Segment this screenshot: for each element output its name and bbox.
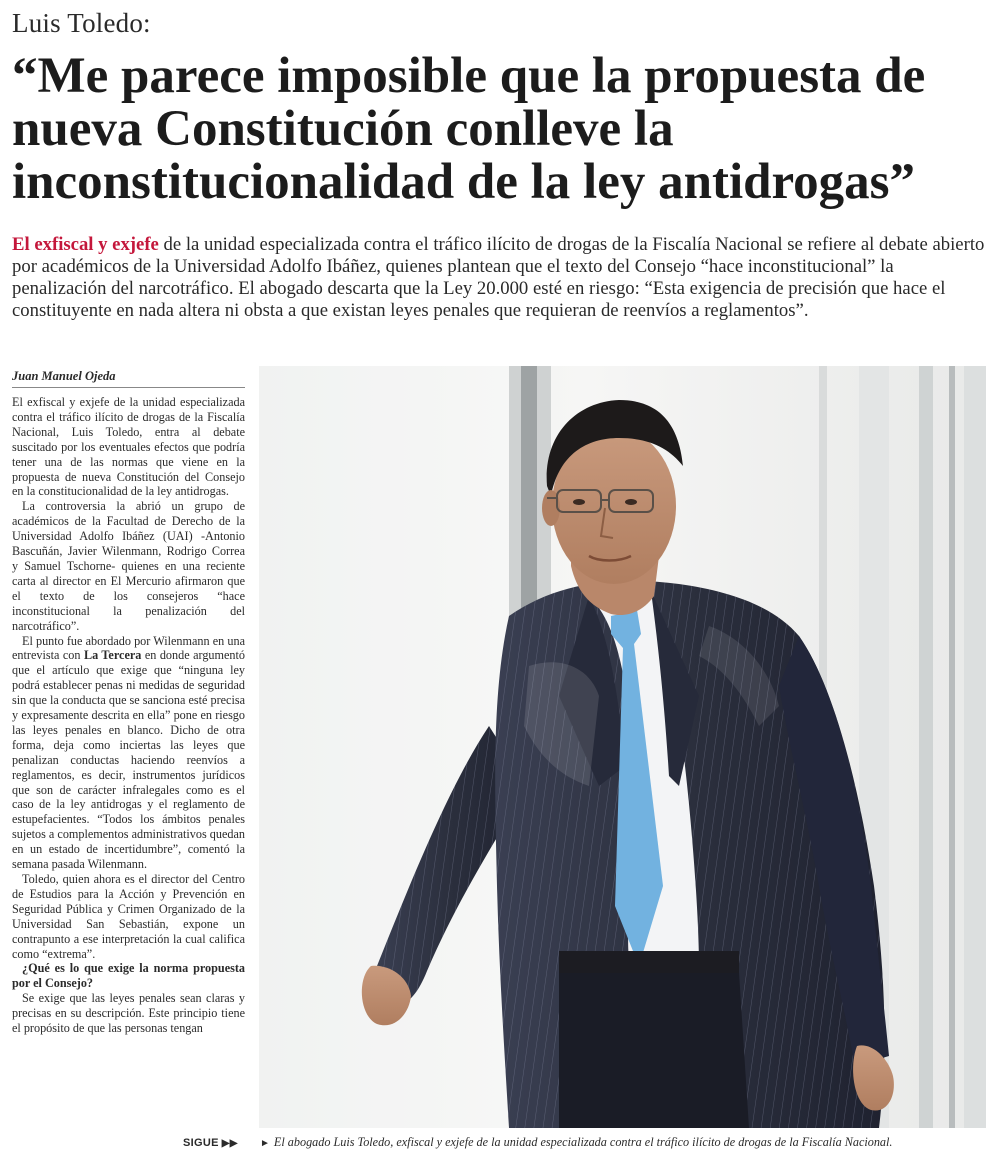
lead-paragraph bbox=[12, 234, 987, 322]
photo-caption bbox=[260, 1135, 990, 1150]
interview-question: ¿Qué es lo que exige la norma propuesta por el Consejo? bbox=[12, 961, 245, 991]
body-paragraph-3 bbox=[12, 634, 245, 873]
double-arrow-icon: ▶▶ bbox=[221, 1138, 238, 1149]
body-paragraph-3b: en donde argumentó que el artículo que exige que “ninguna ley podrá establecer penas ni medidas de seguridad sin que la conducta que se sanciona esté precisa y expresamente descrita en ella” pone en riesgo las leyes penales en blanco. Dicho de otra forma, deja como inciertas las leyes que penalizan conductas haciendo reenvíos a reglamentos, es decir, instrumentos jurídicos que son de carácter infralegales como es el caso de la ley antidrogas y el reglamento de estupefacientes. “Todos los ámbitos penales sujetos a complementos administrativos quedan en un estado de incertidumbre”, comentó la semana pasada Wilenmann. bbox=[12, 648, 245, 872]
lead-highlight: El exfiscal y exjefe bbox=[12, 234, 159, 255]
body-paragraph-4: Toledo, quien ahora es el director del Centro de Estudios para la Acción y Prevención en Seguridad Pública y Crimen Organizado de la Universidad San Sebastián, expone un contrapunto a ese interpretación la cual califica como “extrema”. bbox=[12, 872, 245, 961]
article-body bbox=[12, 395, 245, 1115]
lead-text: de la unidad especializada contra el tráfico ilícito de drogas de la Fiscalía Nacional se refiere al debate abierto por académicos de la Universidad Adolfo Ibáñez, quienes plantean que el texto del Consejo “hace inconstitucional” la penalización del narcotráfico. El abogado descarta que la Ley 20.000 esté en riesgo: “Esta exigencia de precisión que hace el constituyente en nada altera ni obsta a que existan leyes penales que requieran de reenvíos a reglamentos”. bbox=[12, 234, 985, 321]
body-paragraph-5: Se exige que las leyes penales sean claras y precisas en su descripción. Este principio tiene el propósito de que las personas tengan bbox=[12, 991, 245, 1036]
byline: Juan Manuel Ojeda bbox=[12, 369, 245, 388]
caption-marker-icon: ► bbox=[260, 1138, 270, 1149]
body-paragraph-2: La controversia la abrió un grupo de académicos de la Facultad de Derecho de la Universidad Adolfo Ibáñez (UAI) -Antonio Bascuñán, Javier Wilenmann, Rodrigo Correa y Samuel Tschorne- quienes en una reciente carta al director en El Mercurio afirmaron que el texto de los consejeros “hace inconstitucional la penalización del narcotráfico”. bbox=[12, 499, 245, 633]
newspaper-name: La Tercera bbox=[83, 648, 142, 663]
photo bbox=[259, 366, 986, 1128]
caption-text: El abogado Luis Toledo, exfiscal y exjefe de la unidad especializada contra el tráfico ilícito de drogas de la Fiscalía Nacional. bbox=[273, 1135, 893, 1149]
continue-text: SIGUE bbox=[183, 1137, 219, 1149]
continue-label bbox=[183, 1137, 238, 1149]
kicker: Luis Toledo: bbox=[12, 8, 151, 38]
body-paragraph-1: El exfiscal y exjefe de la unidad especializada contra el tráfico ilícito de drogas de la Fiscalía Nacional, Luis Toledo, entra al debate suscitado por los eventuales efectos que podría tener una de las normas que viene en la propuesta de nueva Constitución del Consejo en la constitucionalidad de la ley antidrogas. bbox=[12, 395, 245, 499]
headline: “Me parece imposible que la propuesta de nueva Constitución conlleve la inconstitucionalidad de la ley antidrogas” bbox=[12, 48, 926, 210]
body-paragraph-3a: El punto fue abordado por Wilenmann en una entrevista con bbox=[12, 633, 245, 663]
